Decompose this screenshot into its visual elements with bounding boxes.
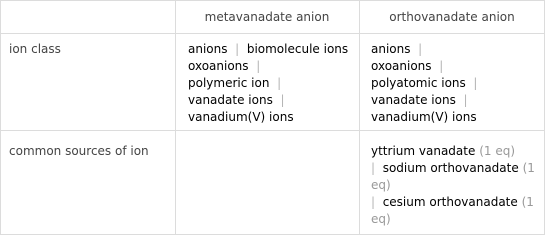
column-header-orthovanadate: orthovanadate anion <box>389 10 515 24</box>
source-quantity: (1 eq) <box>479 144 516 158</box>
ion-class-metavanadate: anions | biomolecule ions oxoanions | polymeric ion | vanadate ions | vanadium(V) ions <box>188 42 349 124</box>
source-name: cesium orthovanadate <box>382 195 518 209</box>
column-divider <box>175 1 176 234</box>
row-label-ion-class: ion class <box>9 42 61 56</box>
row-label-common-sources: common sources of ion <box>9 144 149 158</box>
list-item: vanadate ions <box>188 93 273 107</box>
list-item: polyatomic ions <box>371 76 466 90</box>
column-divider <box>359 1 360 234</box>
source-name: sodium orthovanadate <box>382 161 519 175</box>
list-item: vanadium(V) ions <box>188 110 294 124</box>
column-header-metavanadate: metavanadate anion <box>204 10 330 24</box>
list-item: oxoanions <box>188 59 249 73</box>
row-divider <box>1 130 544 131</box>
source-name: yttrium vanadate <box>371 144 476 158</box>
list-item: vanadium(V) ions <box>371 110 477 124</box>
list-item: oxoanions <box>371 59 432 73</box>
list-item: vanadate ions <box>371 93 456 107</box>
common-sources-orthovanadate: yttrium vanadate (1 eq) | sodium orthovanadate (1 eq) | cesium orthovanadate (1 eq) <box>371 144 535 226</box>
list-item: biomolecule ions <box>246 42 349 56</box>
list-item: polymeric ion <box>188 76 270 90</box>
ion-class-orthovanadate: anions | oxoanions | polyatomic ions | vanadate ions | vanadium(V) ions <box>371 42 482 124</box>
row-divider <box>1 33 544 34</box>
source-quantity: (1 eq) <box>371 161 535 192</box>
source-quantity: (1 eq) <box>371 195 534 226</box>
list-item: anions <box>371 42 411 56</box>
list-item: anions <box>188 42 228 56</box>
